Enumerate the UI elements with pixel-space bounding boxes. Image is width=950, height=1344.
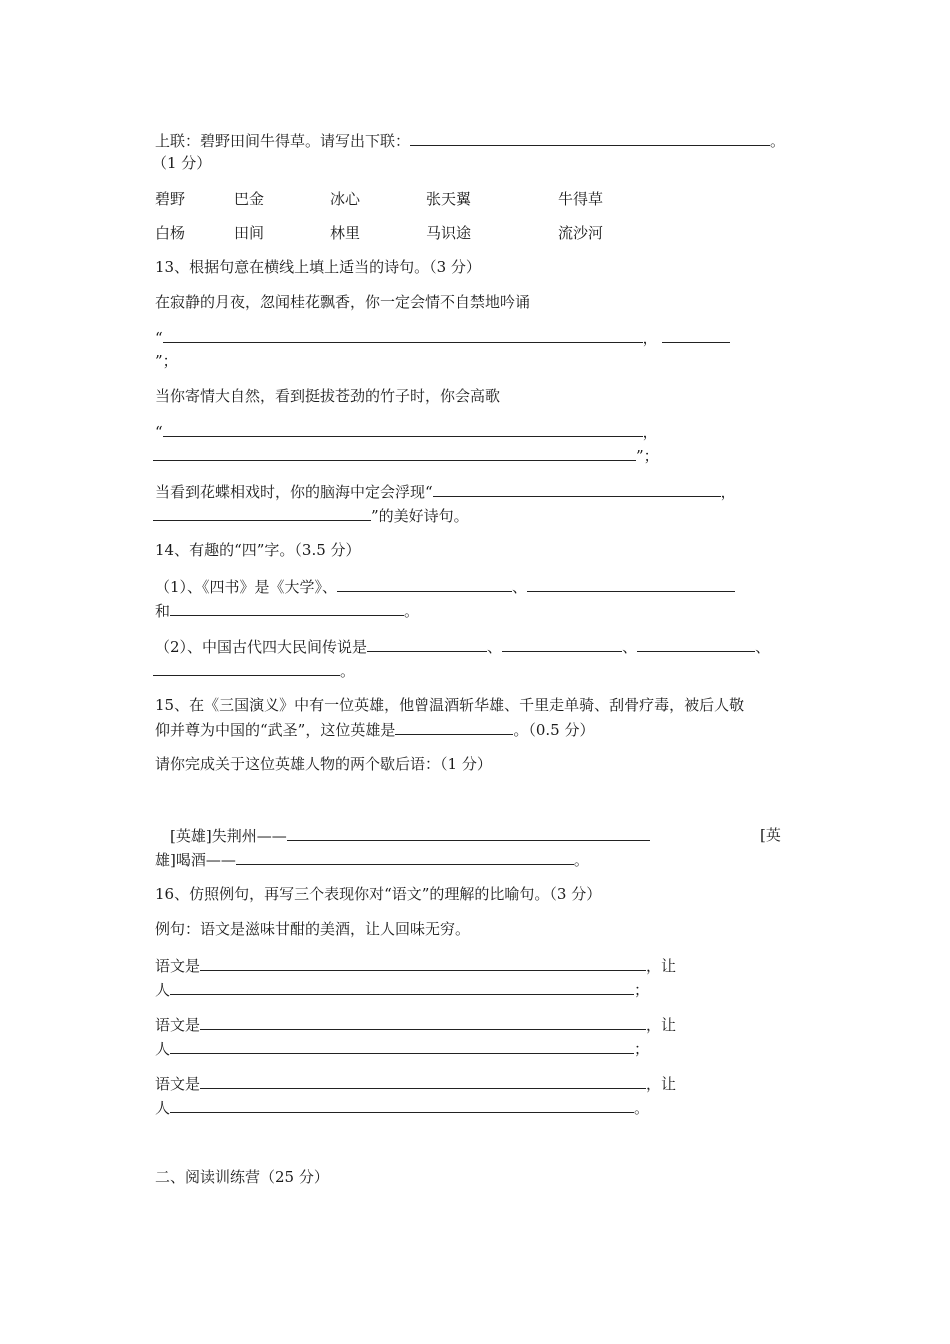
q16-blank-3a[interactable] <box>200 1073 646 1089</box>
q16-example: 例句：语文是滋味甘酣的美酒，让人回味无穷。 <box>155 920 471 938</box>
q14-part1: （1）、《四书》是《大学》、 、 <box>155 576 735 597</box>
word: 林里 <box>330 224 361 242</box>
q16-item-3b: 人 。 <box>155 1099 650 1117</box>
q13-blank-1a[interactable] <box>163 327 643 343</box>
q13-close-1: ”； <box>155 352 178 370</box>
q16-title: 16、仿照例句，再写三个表现你对“语文”的理解的比喻句。（3 分） <box>155 885 602 903</box>
q14-title: 14、有趣的“四”字。（3.5 分） <box>155 541 361 559</box>
q16-blank-2a[interactable] <box>200 1014 646 1030</box>
q15-xiehouyu-2: 雄]喝酒—— 。 <box>155 851 589 869</box>
q13-answer-line-1: “ ， <box>155 327 730 348</box>
word: 白杨 <box>155 224 186 242</box>
q16-item-2b: 人 ； <box>155 1040 650 1058</box>
q12-prompt: 上联：碧野田间牛得草。请写出下联： <box>155 132 411 150</box>
word: 巴金 <box>234 190 265 208</box>
q13-blank-2a[interactable] <box>163 421 643 437</box>
section-2-heading: 二、阅读训练营（25 分） <box>155 1168 329 1186</box>
q12-score: （1 分） <box>152 154 212 172</box>
q13-blank-2b[interactable] <box>153 445 636 461</box>
q15-xiehouyu-2a: [英 <box>760 826 781 844</box>
q12-answer-blank[interactable] <box>410 130 770 146</box>
q16-item-1b: 人 ； <box>155 981 650 999</box>
q13-blank-3a[interactable] <box>433 481 721 497</box>
q14-part1b: 和 。 <box>155 602 420 620</box>
q16-item-3: 语文是 ，让 <box>155 1075 677 1093</box>
q13-sentence-2: 当你寄情大自然，看到挺拔苍劲的竹子时，你会高歌 <box>155 387 501 405</box>
word: 牛得草 <box>558 190 604 208</box>
word: 马识途 <box>426 224 472 242</box>
q16-blank-2b[interactable] <box>170 1038 634 1054</box>
q16-item-1: 语文是 ，让 <box>155 957 677 975</box>
q16-blank-1a[interactable] <box>200 955 646 971</box>
q15-hero-blank[interactable] <box>395 719 513 735</box>
q14-blank-3[interactable] <box>170 600 404 616</box>
q13-sentence-3: 当看到花蝶相戏时，你的脑海中定会浮现“ ， <box>155 483 736 501</box>
q13-answer-line-2b: ”； <box>153 445 659 466</box>
q12-prompt-line: 上联：碧野田间牛得草。请写出下联： 。 <box>155 132 786 150</box>
q13-blank-1b[interactable] <box>662 327 730 343</box>
word: 流沙河 <box>558 224 604 242</box>
q13-blank-3b[interactable] <box>153 505 371 521</box>
q15-xiehouyu-blank-2[interactable] <box>236 849 574 865</box>
q13-title: 13、根据句意在横线上填上适当的诗句。（3 分） <box>155 258 481 276</box>
q16-item-2: 语文是 ，让 <box>155 1016 677 1034</box>
word: 田间 <box>234 224 265 242</box>
q14-part2b: 。 <box>153 660 355 681</box>
word: 碧野 <box>155 190 186 208</box>
q14-part2: （2）、中国古代四大民间传说是 、 、 、 <box>155 638 771 656</box>
q14-blank-1[interactable] <box>337 576 512 592</box>
q15-line-2: 仰并尊为中国的“武圣”，这位英雄是 。（0.5 分） <box>155 721 595 739</box>
q16-blank-3b[interactable] <box>170 1097 634 1113</box>
q16-blank-1b[interactable] <box>170 979 634 995</box>
q14-blank-4[interactable] <box>367 636 487 652</box>
q15-xiehouyu-blank-1[interactable] <box>287 825 650 841</box>
q15-sub: 请你完成关于这位英雄人物的两个歇后语：（1 分） <box>155 755 492 773</box>
word: 张天翼 <box>426 190 472 208</box>
q13-sentence-3b: ”的美好诗句。 <box>153 505 469 526</box>
q14-blank-5[interactable] <box>502 636 622 652</box>
q14-blank-6[interactable] <box>637 636 755 652</box>
q15-line-1: 15、在《三国演义》中有一位英雄，他曾温酒斩华雄、千里走单骑、刮骨疗毒，被后人敬 <box>155 696 745 714</box>
word: 冰心 <box>330 190 361 208</box>
q15-xiehouyu-1: [英雄]失荆州—— <box>170 825 650 846</box>
q14-blank-2[interactable] <box>527 576 735 592</box>
q14-blank-7[interactable] <box>153 660 340 676</box>
q13-answer-line-2: “ ， <box>155 423 658 441</box>
q13-sentence-1: 在寂静的月夜，忽闻桂花飘香，你一定会情不自禁地吟诵 <box>155 293 531 311</box>
